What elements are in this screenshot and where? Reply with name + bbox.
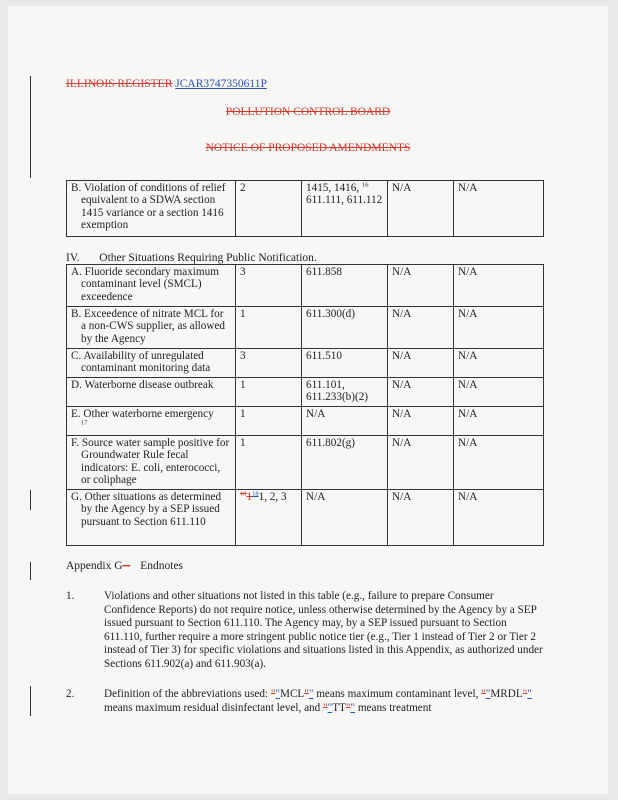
table-cell: N/A	[388, 307, 454, 349]
tier-cell: 1	[236, 378, 302, 407]
table-cell: N/A	[454, 407, 544, 436]
citation-text: 1415, 1416,	[306, 182, 360, 194]
endnote-text	[104, 688, 546, 715]
struck-quote: "	[345, 701, 351, 714]
table-row	[67, 490, 544, 546]
table-cell: N/A	[454, 181, 544, 237]
situation-cell	[67, 407, 236, 436]
tier-cell: 1	[236, 307, 302, 349]
struck-quote: "	[304, 688, 309, 700]
table-cell: N/A	[388, 265, 454, 307]
notice-header	[8, 142, 608, 154]
table-row	[67, 378, 544, 407]
citation-cell: 611.300(d)	[302, 307, 388, 349]
situation-cell: A. Fluoride secondary maximum contaminant level (SMCL) exceedence	[67, 265, 236, 307]
situation-cell: D. Waterborne disease outbreak	[67, 378, 236, 407]
citation-cell: 611.802(g)	[302, 436, 388, 490]
tier-cell	[236, 490, 302, 546]
tier-text: 1, 2, 3	[258, 491, 287, 503]
table-row	[67, 436, 544, 490]
table-cell: N/A	[454, 490, 544, 546]
endnote-ref: 16	[361, 181, 369, 189]
struck-quote: "	[323, 701, 328, 714]
section-title: Other Situations Requiring Public Notification.	[99, 252, 317, 264]
tier-cell: 1	[236, 407, 302, 436]
revision-bar	[30, 490, 31, 510]
inserted-quote: "	[527, 688, 532, 700]
abbrev-tt: TT	[332, 701, 346, 714]
tier-cell: 1	[236, 436, 302, 490]
abbrev-tt-definition: means treatment	[355, 701, 432, 714]
abbrev-mrdl: MRDL	[490, 688, 523, 700]
situation-cell: B. Exceedence of nitrate MCL for a non-CWS supplier, as allowed by the Agency	[67, 307, 236, 349]
endnote-number: 2.	[66, 688, 75, 700]
violations-table-continued	[66, 180, 544, 237]
abbrev-mcl: MCL	[280, 688, 305, 700]
endnote-text: Violations and other situations not listed in this table (e.g., failure to prepare Consumer Confidence Reports) do not require notice, unless otherwise determined by the Agency by a SEP issued pursuant to Section 611.110. The Agency may, by a SEP issued pursuant to Section 611.110, further require a more stringent public notice tier (e.g., Tier 1 instead of Tier 2 or Tier 2 instead of Tier 3) for specific violations and situations listed in this Appendix, as authorized under Sections 611.902(a) and 611.903(a).	[104, 590, 543, 670]
table-row	[67, 407, 544, 436]
table-row	[67, 181, 544, 237]
board-header	[8, 106, 608, 118]
citation-cell: N/A	[302, 407, 388, 436]
appendix-subtitle: Endnotes	[140, 560, 184, 572]
tier-cell: 3	[236, 265, 302, 307]
citation-text: 611.111, 611.112	[306, 194, 383, 207]
inserted-quote: "	[350, 701, 356, 714]
struck-quote: "	[522, 688, 528, 700]
table-cell: N/A	[388, 378, 454, 407]
endnote-ref: 17	[81, 419, 88, 427]
board-struck-text: POLLUTION CONTROL BOARD	[225, 106, 391, 118]
table-cell: N/A	[454, 378, 544, 407]
endnote-number: 1.	[66, 590, 75, 602]
table-cell: N/A	[454, 349, 544, 378]
appendix-title: Appendix G	[66, 560, 123, 572]
endnote-ref-inserted: 18	[252, 490, 259, 498]
revision-bar	[30, 76, 31, 178]
situation-cell: G. Other situations as determined by the Agency by a SEP issued pursuant to Section 611.110	[67, 490, 236, 546]
appendix-struck-dash: --	[122, 560, 131, 572]
situation-cell: C. Availability of unregulated contaminant monitoring data	[67, 349, 236, 378]
register-inserted-text: JCAR3747350611P	[175, 78, 267, 90]
endnote-ref-struck: 18	[240, 490, 247, 498]
register-struck-text: ILLINOIS REGISTER	[66, 78, 173, 90]
table-cell: N/A	[388, 490, 454, 546]
abbrev-mcl-definition: means maximum contaminant level,	[313, 688, 482, 700]
citation-cell: N/A	[302, 490, 388, 546]
table-cell: N/A	[454, 307, 544, 349]
document-page	[8, 6, 608, 794]
other-situations-table	[66, 264, 544, 546]
abbrev-mrdl-definition: means maximum residual disinfectant level, and	[104, 701, 324, 714]
situation-cell: B. Violation of conditions of relief equivalent to a SDWA section 1415 variance or a section 1416 exemption	[67, 181, 236, 237]
situation-text: E. Other waterborne emergency	[71, 408, 214, 420]
table-cell: N/A	[388, 436, 454, 490]
section-number: IV.	[66, 252, 80, 264]
endnote-intro: Definition of the abbreviations used:	[104, 688, 271, 700]
citation-cell: 611.858	[302, 265, 388, 307]
table-cell: N/A	[454, 436, 544, 490]
table-cell: N/A	[454, 265, 544, 307]
citation-cell	[302, 181, 388, 237]
table-cell: N/A	[388, 349, 454, 378]
table-row	[67, 307, 544, 349]
citation-cell: 611.101, 611.233(b)(2)	[302, 378, 388, 407]
inserted-quote: "	[308, 688, 314, 700]
table-cell: N/A	[388, 181, 454, 237]
inserted-quote: "	[275, 688, 280, 700]
revision-bar	[30, 562, 31, 580]
section-heading	[66, 252, 317, 264]
table-cell: N/A	[388, 407, 454, 436]
tier-cell: 3	[236, 349, 302, 378]
citation-cell: 611.510	[302, 349, 388, 378]
tier-struck-text: 1	[246, 491, 253, 503]
revision-bar	[30, 686, 31, 716]
inserted-quote: "	[485, 688, 491, 700]
situation-cell: F. Source water sample positive for Groundwater Rule fecal indicators: E. coli, enterococci, or coliphage	[67, 436, 236, 490]
inserted-quote: "	[327, 701, 333, 714]
struck-quote: "	[270, 688, 276, 700]
tier-cell: 2	[236, 181, 302, 237]
notice-struck-text: NOTICE OF PROPOSED AMENDMENTS	[205, 142, 411, 154]
appendix-heading	[66, 560, 183, 572]
register-header	[66, 78, 267, 90]
struck-quote: "	[481, 688, 486, 700]
table-row	[67, 265, 544, 307]
table-row	[67, 349, 544, 378]
